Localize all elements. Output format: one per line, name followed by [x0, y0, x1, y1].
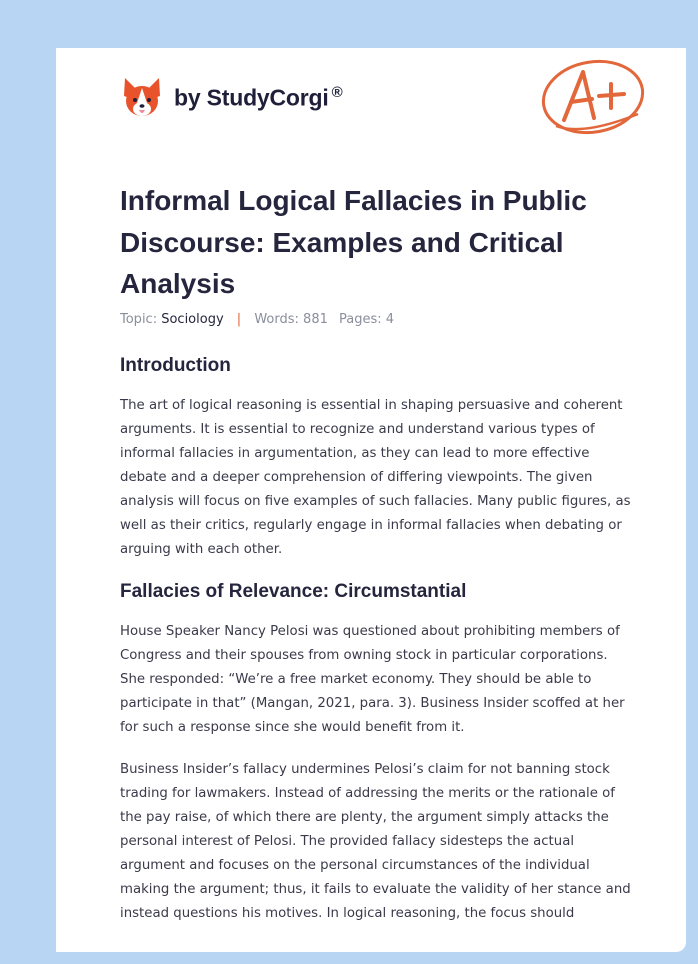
- paragraph: House Speaker Nancy Pelosi was questioned about prohibiting members of Congress and their spouses from owning stock in particular corporations. She responded: “We’re a free market economy. They should be able to participate in that” (Mangan, 2021, para. 3). Business Insider scoffed at her for such a response since she would benefit from it.: [120, 624, 625, 735]
- document-body: [120, 352, 632, 926]
- words-label: Words:: [254, 312, 299, 327]
- paragraph: Business Insider’s fallacy undermines Pelosi’s claim for not banning stock trading for lawmakers. Instead of addressing the merits or the rationale of the pay raise, of which there are plenty, the argument simply attacks the personal interest of Pelosi. The provided fallacy sidesteps the actual argument and focuses on the personal circumstances of the individual making the argument; thus, it fails to evaluate the validity of her stance and instead questions his motives. In logical reasoning, the focus should: [120, 762, 631, 921]
- section-heading-introduction: Introduction: [120, 355, 231, 376]
- grade-badge: [538, 56, 648, 142]
- pages-count: 4: [385, 312, 395, 327]
- section-heading-fallacies-circumstantial: Fallacies of Relevance: Circumstantial: [120, 581, 467, 602]
- paragraph: The art of logical reasoning is essential in shaping persuasive and coherent arguments. It is essential to recognize and understand various types of informal fallacies in argumentation, as they can lead to more effective debate and a deeper comprehension of differing viewpoints. The given analysis will focus on five examples of such fallacies. Many public figures, as well as their critics, regularly engage in informal fallacies when debating or arguing with each other.: [120, 398, 631, 557]
- studycorgi-logo[interactable]: [122, 76, 342, 120]
- pages-label: Pages:: [339, 312, 382, 327]
- document-title: Informal Logical Fallacies in Public Discourse: Examples and Critical Analysis: [120, 185, 587, 299]
- document-meta: [120, 312, 394, 327]
- a-plus-icon: [538, 56, 648, 138]
- words-count: 881: [303, 312, 328, 327]
- topic-link[interactable]: Sociology: [161, 312, 224, 327]
- brand-name: by StudyCorgi ®: [174, 84, 343, 111]
- document-page: [56, 48, 686, 952]
- corgi-icon: [122, 76, 162, 120]
- meta-separator: |: [236, 312, 242, 327]
- topic-label: Topic:: [120, 312, 158, 327]
- registered-mark: ®: [331, 84, 343, 102]
